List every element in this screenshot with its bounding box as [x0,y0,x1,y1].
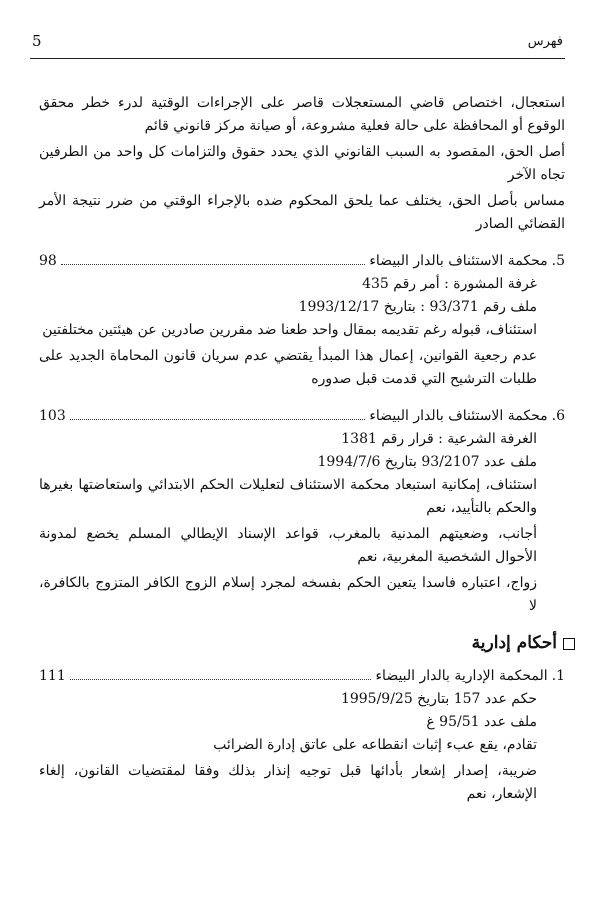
entry-page-number: 98 [39,253,57,269]
entry-heading [39,665,565,688]
entry-page-number: 111 [39,668,66,684]
entry-paragraph: عدم رجعية القوانين، إعمال هذا المبدأ يقتضي عدم سريان قانون المحاماة الجديد على طلبات الترشيح التي قدمت قبل صدوره [39,348,537,387]
entry-court: المحكمة الإدارية بالدار البيضاء [375,668,548,684]
section-heading [39,632,575,655]
entry-paragraph: استئناف، قبوله رغم تقديمه بمقال واحد طعنا ضد مقررين صادرين عن هيئتين مختلفتين [42,322,537,338]
page-header [30,28,565,59]
entry-paragraph: أجانب، وضعيتهم المدنية بالمغرب، قواعد الإسناد الإيطالي المسلم يخضع لمدونة الأحوال الشخصية المغربية، نعم [39,526,537,565]
entry-body [39,688,565,806]
index-content [39,92,565,809]
dot-leader [61,264,366,265]
entry-paragraph: ضريبة، إصدار إشعار بأدائها قبل توجيه إنذار بذلك وفقا لمقتضيات القانون، إلغاء الإشعار، نعم [39,763,537,802]
entry-body [39,428,565,618]
entry-meta: ملف عدد 93/2107 بتاريخ 1994/7/6 [317,454,537,470]
intro-line: مساس بأصل الحق، يختلف عما يلحق المحكوم ضده بالإجراء الوقتي من ضرر نتيجة الأمر القضائي الصادر [39,193,565,232]
intro-line: أصل الحق، المقصود به السبب القانوني الذي يحدد حقوق والتزامات كل واحد من الطرفين تجاه الآخر [39,144,565,183]
entry-meta: ملف رقم 93/371 : بتاريخ 1993/12/17 [298,299,537,315]
intro-line: استعجال، اختصاص قاضي المستعجلات قاصر على الإجراءات الوقتية لدرء خطر محقق الوقوع أو المحافظة على حالة فعلية مشروعة، أو صيانة مركز قانوني قائم [39,95,565,134]
entry-heading [39,250,565,273]
entry-meta: غرفة المشورة : أمر رقم 435 [362,276,537,292]
entry-number: 6. [551,408,565,424]
entry-court: محكمة الاستئناف بالدار البيضاء [369,253,548,269]
entry-court: محكمة الاستئناف بالدار البيضاء [369,408,548,424]
dot-leader [70,419,366,420]
section-title: أحكام إدارية [471,633,557,653]
entry-meta: حكم عدد 157 بتاريخ 1995/9/25 [340,691,537,707]
index-entry [39,250,565,391]
entry-paragraph: تقادم، يقع عبء إثبات انقطاعه على عاتق إدارة الضرائب [213,737,537,753]
square-bullet-icon [563,638,575,650]
entry-body [39,273,565,391]
page-number: 5 [32,32,42,50]
entry-paragraph: زواج، اعتباره فاسدا يتعين الحكم بفسخه لمجرد إسلام الزوج الكافر المتزوج بالكافرة، لا [39,575,537,614]
index-entry [39,665,565,806]
intro-block [39,92,565,236]
entry-meta: ملف عدد 95/51 غ [426,714,537,730]
entry-heading [39,405,565,428]
entry-number: 5. [551,253,565,269]
index-entry [39,405,565,618]
entry-meta: الغرفة الشرعية : قرار رقم 1381 [341,431,537,447]
entry-paragraph: استئناف، إمكانية استبعاد محكمة الاستئناف لتعليلات الحكم الابتدائي واستعاضتها بغيرها والحكم بالتأييد، نعم [39,477,537,516]
dot-leader [70,679,372,680]
entry-number: 1. [551,668,565,684]
entry-page-number: 103 [39,408,66,424]
running-title: فهرس [527,34,563,49]
